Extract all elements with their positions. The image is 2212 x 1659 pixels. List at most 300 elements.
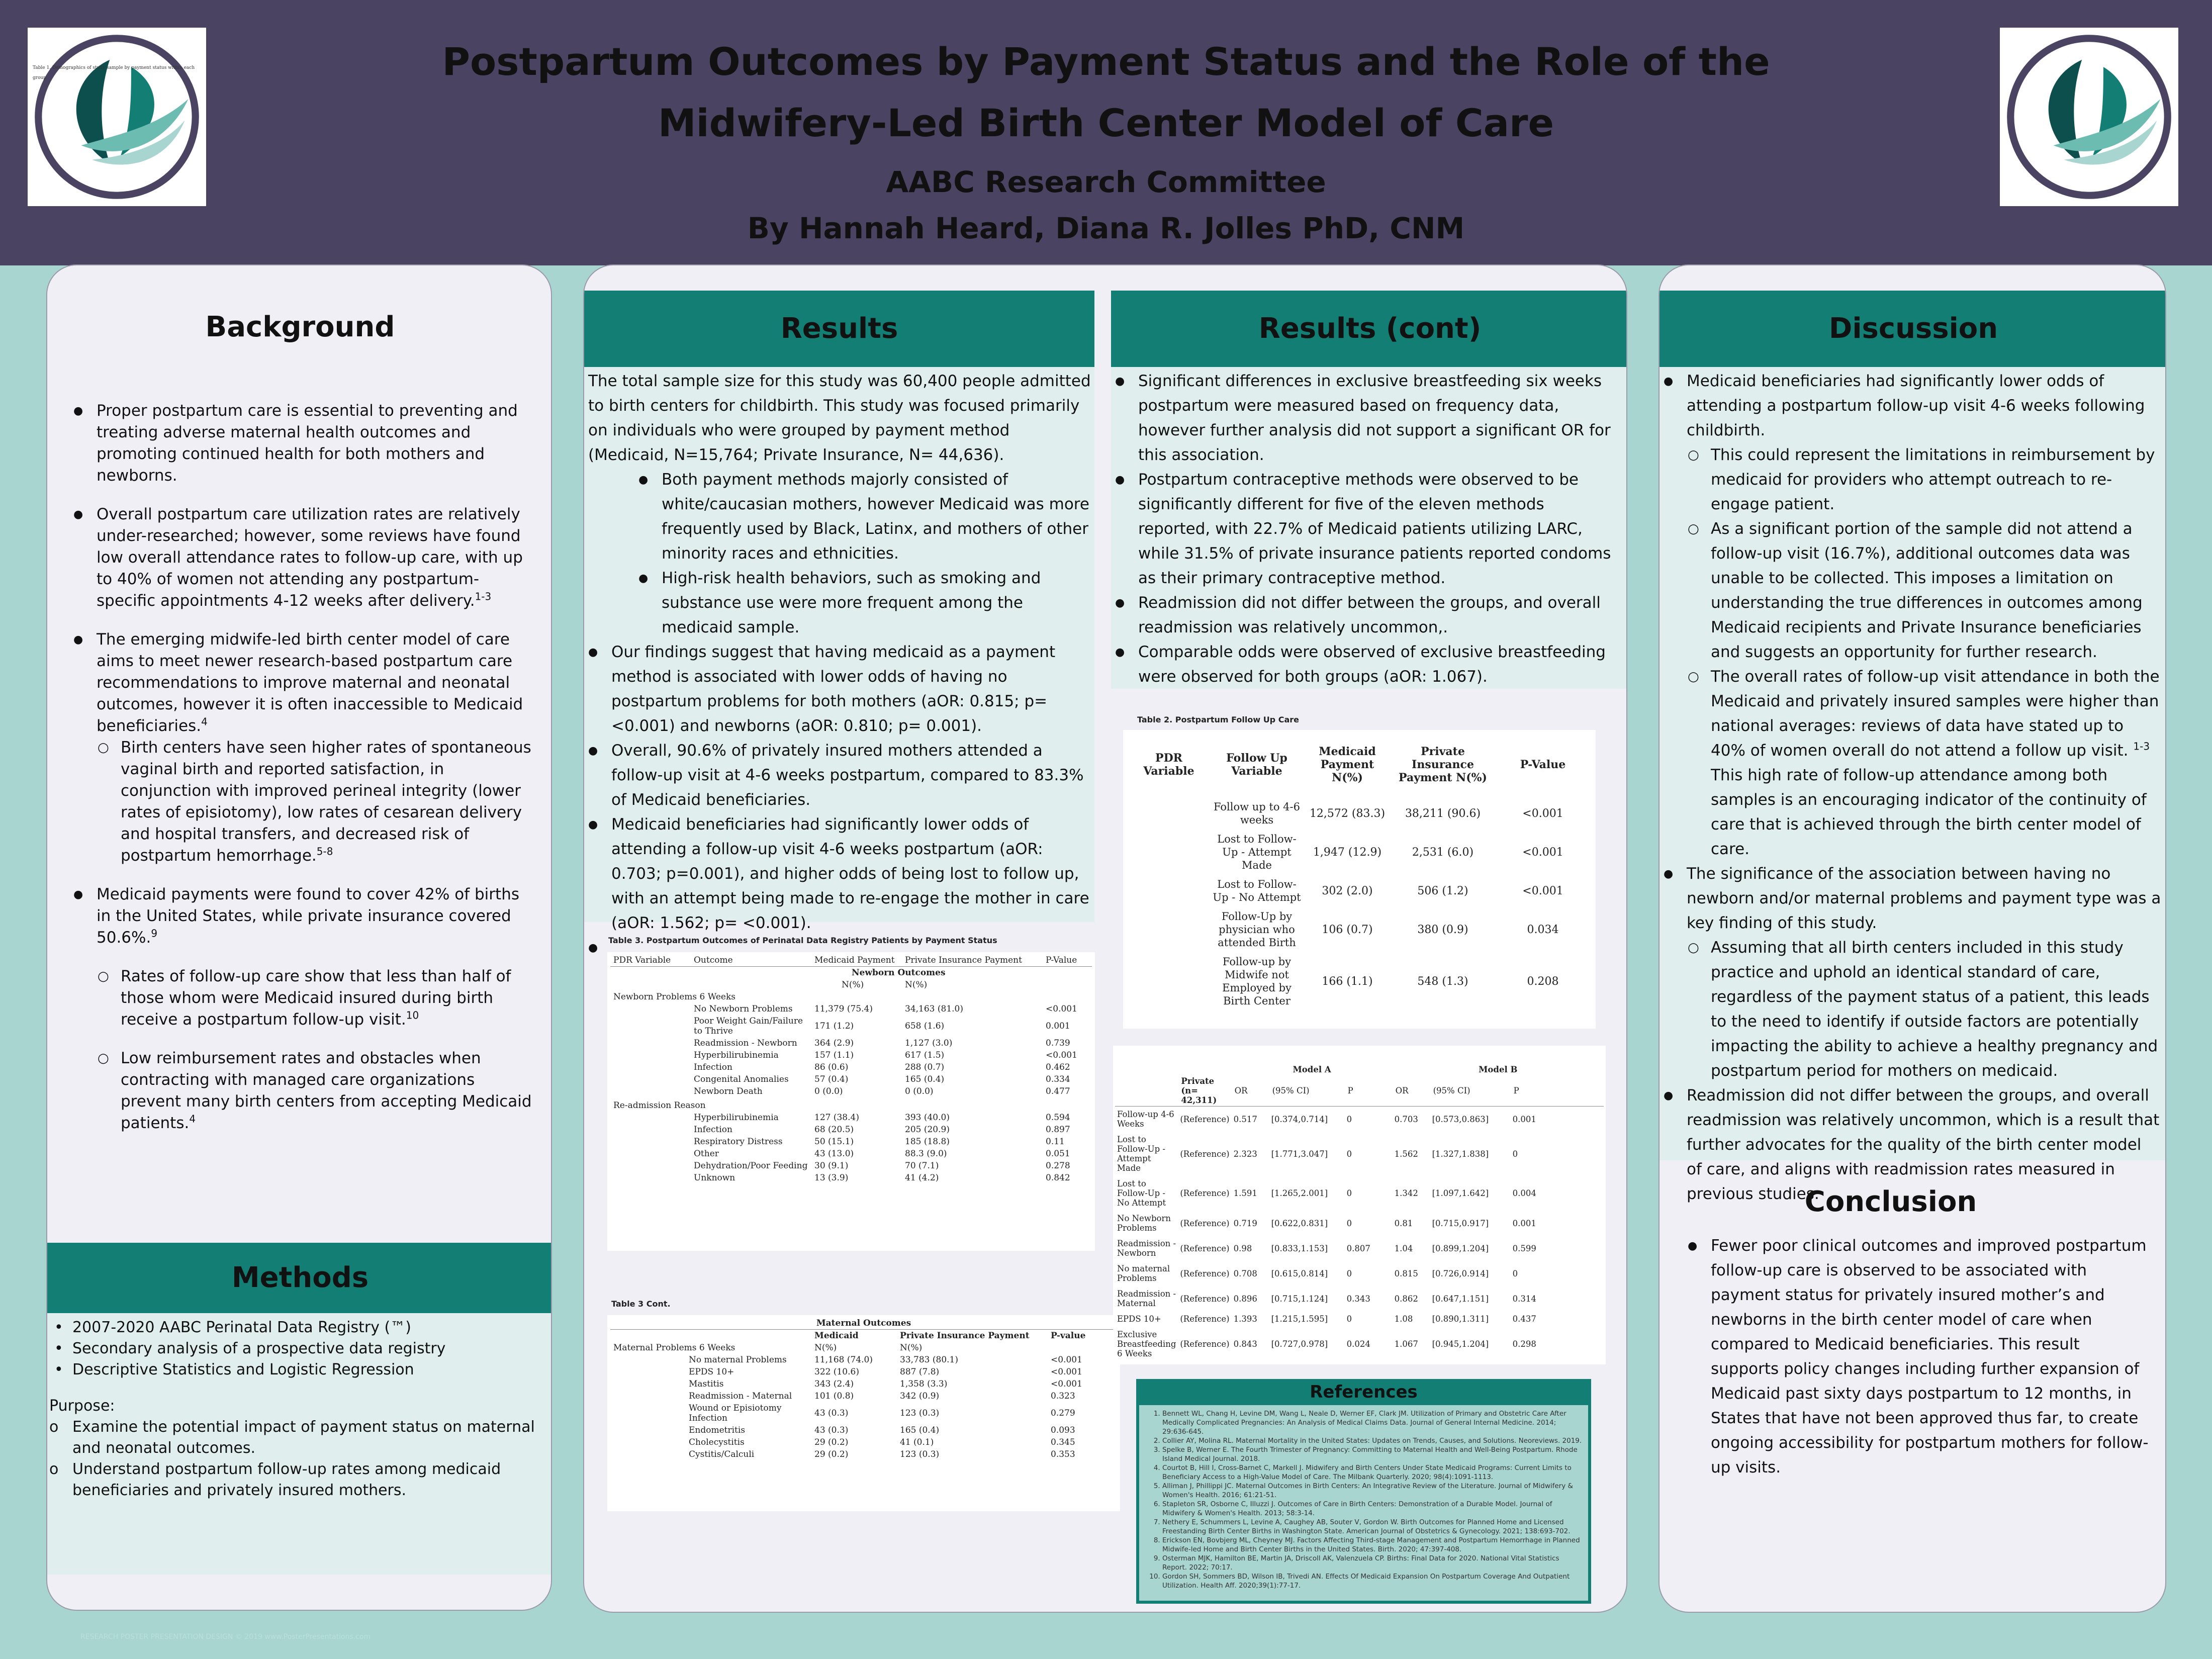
table-cell: 0.599 bbox=[1512, 1243, 1536, 1253]
references-body bbox=[1139, 1405, 1588, 1601]
table-cell: Infection bbox=[694, 1125, 732, 1135]
table-cell bbox=[610, 1448, 686, 1460]
table-cell: 0.477 bbox=[1046, 1086, 1070, 1096]
table3 bbox=[607, 952, 1095, 1251]
table-row bbox=[1115, 1176, 1604, 1211]
references-panel bbox=[1136, 1379, 1591, 1604]
table-cell: Readmission - Maternal bbox=[1117, 1289, 1176, 1308]
table-row bbox=[610, 1003, 1092, 1015]
table-cell: 0 bbox=[1346, 1314, 1352, 1324]
table-cell: 393 (40.0) bbox=[905, 1113, 950, 1123]
table-row bbox=[610, 1124, 1092, 1136]
table4-header: OR bbox=[1234, 1086, 1248, 1095]
reference-item: 1. Bennett WL, Chang H, Levine DM, Wang L, Neale D, Werner EF, Clark JM. Utilization of Primary and Obstetric Care After Medically Complicated Pregnancies: An Analysis of Medical Claims Data. Journal of General Internal Medicine. 2014; 29:636-645. bbox=[1162, 1409, 1582, 1436]
table-cell: 1.08 bbox=[1394, 1314, 1413, 1324]
table-cell bbox=[610, 1015, 691, 1037]
table-cell: 0.208 bbox=[1527, 975, 1559, 988]
table-cell: 548 (1.3) bbox=[1417, 975, 1468, 988]
table4-model-a: Model A bbox=[1293, 1065, 1331, 1074]
table-cell bbox=[610, 1402, 686, 1424]
table-cell bbox=[1126, 907, 1212, 952]
discussion-point-2: ● The significance of the association between having no newborn and/or maternal problems and payment type was a key finding of this study. bbox=[1664, 862, 2161, 936]
table3cont-header: Medicaid bbox=[814, 1331, 859, 1341]
conclusion-text bbox=[1688, 1234, 2150, 1480]
table-cell: [1.265,2.001] bbox=[1271, 1188, 1328, 1198]
table4-header: Private (n= 42,311) bbox=[1181, 1076, 1217, 1105]
table-cell bbox=[610, 1390, 686, 1402]
table-row bbox=[1115, 1236, 1604, 1261]
column-background-methods bbox=[46, 264, 552, 1611]
table-cell: 0.842 bbox=[1046, 1173, 1070, 1183]
table-cell: [0.622,0.831] bbox=[1271, 1218, 1328, 1228]
table2-header: Medicaid Payment N(%) bbox=[1319, 745, 1376, 784]
table-cell: 185 (18.8) bbox=[905, 1137, 950, 1147]
table-row bbox=[1126, 829, 1593, 875]
table-cell: <0.001 bbox=[1522, 846, 1563, 859]
table-cell: 43 (0.3) bbox=[814, 1425, 849, 1435]
table-cell: 68 (20.5) bbox=[814, 1125, 854, 1135]
table-row bbox=[1115, 1327, 1604, 1361]
table-cell: EPDS 10+ bbox=[689, 1367, 734, 1377]
table3cont-header: Private Insurance Payment bbox=[900, 1331, 1030, 1341]
table-cell: [0.890,1.311] bbox=[1432, 1314, 1489, 1324]
table3-header: Medicaid Payment bbox=[814, 955, 895, 965]
table-cell: No maternal Problems bbox=[1117, 1264, 1170, 1283]
table-cell: [0.573,0.863] bbox=[1432, 1114, 1489, 1124]
table-cell: 0.314 bbox=[1512, 1294, 1536, 1304]
table-cell: 0.81 bbox=[1394, 1218, 1413, 1228]
purpose-item: o Understand postpartum follow-up rates among medicaid beneficiaries and privately insured mothers. bbox=[49, 1459, 547, 1501]
table-cell: No Newborn Problems bbox=[1117, 1214, 1171, 1233]
table-cell bbox=[610, 1424, 686, 1436]
reference-item: 5. Alliman J, Phillippi JC. Maternal Outcomes in Birth Centers: An Integrative Review of the Literature. Journal of Midwifery & Women's Health. 2016; 61:21-51. bbox=[1162, 1482, 1582, 1500]
table3-n-label: N(%) bbox=[905, 980, 928, 990]
table-cell: Dehydration/Poor Feeding bbox=[694, 1161, 808, 1171]
table-row bbox=[610, 1015, 1092, 1037]
results-cont-point-2: ● Postpartum contraceptive methods were observed to be significantly different for five of the eleven methods reported, with 22.7% of Medicaid patients utilizing LARC, while 31.5% of private insurance patients reported condoms as their primary contraceptive method. bbox=[1115, 468, 1618, 591]
table-cell: 0.462 bbox=[1046, 1062, 1070, 1072]
table-cell: 343 (2.4) bbox=[814, 1379, 854, 1389]
table-row bbox=[610, 1366, 1117, 1378]
references-heading: References bbox=[1136, 1379, 1591, 1405]
table-row bbox=[1126, 875, 1593, 907]
methods-item: • Descriptive Statistics and Logistic Regression bbox=[49, 1359, 547, 1380]
results-text bbox=[588, 369, 1091, 960]
table-cell bbox=[610, 1124, 691, 1136]
table-cell: 123 (0.3) bbox=[900, 1408, 940, 1418]
table-cell: [0.615,0.814] bbox=[1271, 1268, 1328, 1278]
table-cell: 0.093 bbox=[1051, 1425, 1075, 1435]
table-row bbox=[1115, 1107, 1604, 1132]
results-cont-point-1: ● Significant differences in exclusive breastfeeding six weeks postpartum were measured based on frequency data, however further analysis did not support a significant OR for this association. bbox=[1115, 369, 1618, 468]
table-cell: <0.001 bbox=[1051, 1367, 1082, 1377]
table-cell: 29 (0.2) bbox=[814, 1437, 849, 1447]
table-cell: 1,358 (3.3) bbox=[900, 1379, 948, 1389]
table3-group: Re-admission Reason bbox=[613, 1100, 706, 1111]
discussion-point-1: ● Medicaid beneficiaries had significantly lower odds of attending a postpartum follow-up visit 4-6 weeks following childbirth. bbox=[1664, 369, 2161, 443]
table-row bbox=[610, 1073, 1092, 1085]
table-cell: 0.843 bbox=[1233, 1339, 1257, 1349]
table3cont-n-label: N(%) bbox=[814, 1343, 837, 1353]
table-cell: 0.594 bbox=[1046, 1113, 1070, 1123]
table-cell bbox=[610, 1148, 691, 1160]
table4-header: P bbox=[1513, 1086, 1519, 1095]
table-cell: 166 (1.1) bbox=[1322, 975, 1373, 988]
table-cell: 0.353 bbox=[1051, 1449, 1075, 1459]
table-row bbox=[610, 1160, 1092, 1172]
table-cell: 0.896 bbox=[1233, 1294, 1257, 1304]
table-cell: Follow up to 4-6 weeks bbox=[1213, 801, 1300, 826]
table-cell: Infection bbox=[694, 1062, 732, 1072]
table-cell: (Reference) bbox=[1180, 1243, 1230, 1253]
table-cell: [0.899,1.204] bbox=[1432, 1243, 1489, 1253]
discussion-text bbox=[1664, 369, 2161, 1207]
table-cell: 0.343 bbox=[1346, 1294, 1370, 1304]
table-cell: 658 (1.6) bbox=[905, 1021, 945, 1031]
table4-header: OR bbox=[1395, 1086, 1409, 1095]
committee-name: AABC Research Committee bbox=[886, 165, 1326, 199]
table-cell: <0.001 bbox=[1051, 1355, 1082, 1365]
table-cell: [1.771,3.047] bbox=[1271, 1149, 1328, 1159]
methods-item: • Secondary analysis of a prospective data registry bbox=[49, 1338, 547, 1359]
table-cell bbox=[610, 1136, 691, 1148]
purpose-label: Purpose: bbox=[49, 1397, 115, 1415]
table-cell: 1.04 bbox=[1394, 1243, 1413, 1253]
table-cell bbox=[610, 1354, 686, 1366]
table-row bbox=[610, 1037, 1092, 1049]
table-cell: Follow-Up by physician who attended Birth bbox=[1218, 910, 1296, 949]
table2-header: P-Value bbox=[1520, 758, 1566, 771]
methods-banner: Methods bbox=[47, 1243, 552, 1313]
table-cell: EPDS 10+ bbox=[1117, 1314, 1161, 1324]
conclusion-heading: Conclusion bbox=[1804, 1185, 1977, 1218]
table-row bbox=[610, 1402, 1117, 1424]
table-row bbox=[610, 1049, 1092, 1061]
table-cell bbox=[610, 1112, 691, 1124]
table-cell: Hyperbilirubinemia bbox=[694, 1113, 779, 1123]
table-cell: 364 (2.9) bbox=[814, 1038, 854, 1048]
table4 bbox=[1113, 1046, 1606, 1364]
results-point-3: ● Medicaid beneficiaries had significantly lower odds of attending a follow-up visit 4-6 weeks postpartum (aOR: 0.703; p=0.001), and higher odds of being lost to follow up, with an attempt being made to re-engage the mother in care (aOR: 1.562; p= <0.001). bbox=[588, 812, 1091, 936]
table-cell: 43 (0.3) bbox=[814, 1408, 849, 1418]
table-cell: 106 (0.7) bbox=[1322, 923, 1373, 936]
table-cell: Lost to Follow-Up - No Attempt bbox=[1117, 1179, 1166, 1208]
table-row bbox=[1126, 952, 1593, 1010]
table-cell: Lost to Follow-Up - Attempt Made bbox=[1217, 833, 1297, 871]
table-cell: 171 (1.2) bbox=[814, 1021, 854, 1031]
table-cell: 11,168 (74.0) bbox=[814, 1355, 873, 1365]
table-cell: 0.001 bbox=[1512, 1114, 1536, 1124]
table-cell: 0 bbox=[1512, 1268, 1518, 1278]
table-row bbox=[610, 1424, 1117, 1436]
table3-header: P-Value bbox=[1046, 955, 1077, 965]
table-cell: Lost to Follow-Up - No Attempt bbox=[1213, 878, 1301, 903]
table-cell: 0.719 bbox=[1233, 1218, 1257, 1228]
table-cell: [0.715,0.917] bbox=[1432, 1218, 1489, 1228]
table-row bbox=[610, 1378, 1117, 1390]
table-cell: (Reference) bbox=[1180, 1314, 1230, 1324]
table-cell: Cystitis/Calculi bbox=[689, 1449, 755, 1459]
table-cell: 165 (0.4) bbox=[900, 1425, 940, 1435]
table-cell: 0.517 bbox=[1233, 1114, 1257, 1124]
table-cell: Mastitis bbox=[689, 1379, 724, 1389]
reference-item: 9. Osterman MJK, Hamilton BE, Martin JA, Driscoll AK, Valenzuela CP. Births: Final Data for 2020. National Vital Statistics Report. 2022; 70:17. bbox=[1162, 1554, 1582, 1572]
table-cell: 205 (20.9) bbox=[905, 1125, 950, 1135]
background-point-4: ● Medicaid payments were found to cover 42% of births in the United States, while private insurance covered 50.6%.$^9$ bbox=[73, 884, 536, 949]
table-cell: 1,947 (12.9) bbox=[1313, 846, 1382, 859]
table-row bbox=[1126, 797, 1593, 829]
table-cell: [1.215,1.595] bbox=[1271, 1314, 1328, 1324]
table-cell: Respiratory Distress bbox=[694, 1137, 783, 1147]
table4-header: (95% CI) bbox=[1272, 1086, 1310, 1095]
table-cell: 2,531 (6.0) bbox=[1412, 846, 1474, 859]
table-cell: <0.001 bbox=[1046, 1050, 1077, 1060]
table-cell: 0 bbox=[1346, 1188, 1352, 1198]
table-row bbox=[610, 1436, 1117, 1448]
background-point-1: ● Proper postpartum care is essential to preventing and treating adverse maternal health outcomes and promoting continued health for both mothers and newborns. bbox=[73, 400, 536, 487]
table-cell: Other bbox=[694, 1149, 719, 1159]
table-cell bbox=[1126, 797, 1212, 829]
table-cell: Follow-up by Midwife not Employed by Birth Center bbox=[1222, 956, 1292, 1007]
table-cell: 1,127 (3.0) bbox=[905, 1038, 953, 1048]
table-cell: Readmission - Newborn bbox=[1117, 1239, 1176, 1258]
table-cell: Congenital Anomalies bbox=[694, 1074, 789, 1084]
table-cell: Endometritis bbox=[689, 1425, 746, 1435]
table-cell: 12,572 (83.3) bbox=[1309, 807, 1386, 820]
table-cell: 11,379 (75.4) bbox=[814, 1004, 873, 1014]
table3cont-caption: Table 3 Cont. bbox=[611, 1299, 671, 1309]
table-row bbox=[1115, 1286, 1604, 1311]
footer-credit: RESEARCH POSTER PRESENTATION DESIGN © 2019 www.PosterPresentations.com bbox=[80, 1633, 371, 1641]
table3cont-n-label: N(%) bbox=[900, 1343, 923, 1353]
table-cell: 0 bbox=[1346, 1149, 1352, 1159]
table-cell: 0.051 bbox=[1046, 1149, 1070, 1159]
table-cell: 0.862 bbox=[1394, 1294, 1418, 1304]
table-cell: 0.897 bbox=[1046, 1125, 1070, 1135]
table-cell: (Reference) bbox=[1180, 1149, 1230, 1159]
table-cell bbox=[610, 1073, 691, 1085]
table-row bbox=[610, 1061, 1092, 1073]
results-intro: The total sample size for this study was 60,400 people admitted to birth centers for childbirth. This study was focused primarily on individuals who were grouped by payment method (Medicaid, N=15,764; Private Insurance, N= 44,636). bbox=[588, 372, 1091, 464]
table-cell: 157 (1.1) bbox=[814, 1050, 854, 1060]
table-cell: 380 (0.9) bbox=[1417, 923, 1468, 936]
table-cell: 302 (2.0) bbox=[1322, 884, 1373, 897]
table-cell: 101 (0.8) bbox=[814, 1391, 854, 1401]
table2 bbox=[1123, 730, 1596, 1029]
table-cell: 127 (38.4) bbox=[814, 1113, 859, 1123]
table-row bbox=[610, 1354, 1117, 1366]
results-subpoint-2: ● High-risk health behaviors, such as smoking and substance use were more frequent among the medicaid sample. bbox=[638, 566, 1091, 640]
table-row bbox=[610, 1390, 1117, 1402]
results-point-2: ● Overall, 90.6% of privately insured mothers attended a follow-up visit at 4-6 weeks postpartum, compared to 83.3% of Medicaid beneficiaries. bbox=[588, 739, 1091, 812]
background-text bbox=[73, 400, 536, 1134]
table-cell: 0.11 bbox=[1046, 1137, 1065, 1147]
table-cell: 0 bbox=[1512, 1149, 1518, 1159]
table-cell: 0 (0.0) bbox=[905, 1086, 934, 1096]
table-cell: 0.437 bbox=[1512, 1314, 1536, 1324]
table-cell: Lost to Follow-Up - Attempt Made bbox=[1117, 1135, 1165, 1173]
table-cell: 43 (13.0) bbox=[814, 1149, 854, 1159]
table-cell: 0 bbox=[1346, 1268, 1352, 1278]
table-cell: [0.647,1.151] bbox=[1432, 1294, 1489, 1304]
table-cell: [0.833,1.153] bbox=[1271, 1243, 1328, 1253]
background-heading: Background bbox=[205, 311, 395, 343]
table-cell bbox=[610, 1160, 691, 1172]
table-cell: 288 (0.7) bbox=[905, 1062, 945, 1072]
results-cont-banner: Results (cont) bbox=[1111, 291, 1627, 367]
table3-n-label: N(%) bbox=[842, 980, 864, 990]
table3-group: Newborn Problems 6 Weeks bbox=[613, 992, 735, 1002]
discussion-banner: Discussion bbox=[1660, 291, 2166, 367]
logo-left bbox=[28, 28, 206, 206]
table-cell: 57 (0.4) bbox=[814, 1074, 849, 1084]
table-cell bbox=[610, 1436, 686, 1448]
results-cont-body bbox=[1111, 367, 1627, 689]
table-cell: (Reference) bbox=[1180, 1268, 1230, 1278]
table-cell: Exclusive Breastfeeding 6 Weeks bbox=[1117, 1330, 1176, 1358]
table3-header: Private Insurance Payment bbox=[905, 955, 1022, 965]
purpose-item: o Examine the potential impact of payment status on maternal and neonatal outcomes. bbox=[49, 1417, 547, 1459]
table-cell: 1.591 bbox=[1233, 1188, 1257, 1198]
conclusion-point-1: ● Fewer poor clinical outcomes and improved postpartum follow-up care is observed to be associated with payment status for privately insured mother’s and newborns in the birth center model of care when compared to Medicaid beneficiaries. This result supports policy changes including further expansion of Medicaid past sixty days postpartum to 12 months, in States that have not been approved thus far, to create ongoing accessibility for postpartum mothers for follow-up visits. bbox=[1688, 1234, 2150, 1480]
table3cont bbox=[607, 1315, 1120, 1511]
table-row bbox=[610, 1136, 1092, 1148]
table-cell: [0.945,1.204] bbox=[1432, 1339, 1489, 1349]
table-cell: 0.703 bbox=[1394, 1114, 1418, 1124]
table-cell: [1.097,1.642] bbox=[1432, 1188, 1489, 1198]
table-cell: 29 (0.2) bbox=[814, 1449, 849, 1459]
table-cell bbox=[1126, 875, 1212, 907]
table-cell: 0.708 bbox=[1233, 1268, 1257, 1278]
table-cell: <0.001 bbox=[1051, 1379, 1082, 1389]
table-cell: 506 (1.2) bbox=[1417, 884, 1468, 897]
table-cell: Newborn Death bbox=[694, 1086, 763, 1096]
poster-title-line1: Postpartum Outcomes by Payment Status and the Role of the bbox=[442, 39, 1770, 84]
table-cell: 0.345 bbox=[1051, 1437, 1075, 1447]
table-row bbox=[610, 1112, 1092, 1124]
table-cell: Wound or Episiotomy Infection bbox=[689, 1403, 782, 1423]
discussion-subpoint-2a: ○ Assuming that all birth centers included in this study practice and uphold an identical standard of care, regardless of the payment status of a patient, this leads to the need to identify if outside factors are potentially impacting the ability to achieve a healthy pregnancy and postpartum period for mothers on medicaid. bbox=[1664, 936, 2161, 1083]
table4-header bbox=[1115, 1075, 1178, 1107]
authors: By Hannah Heard, Diana R. Jolles PhD, CNM bbox=[747, 211, 1465, 245]
table-cell: 50 (15.1) bbox=[814, 1137, 854, 1147]
logo-right bbox=[2000, 28, 2178, 206]
table-row bbox=[1115, 1261, 1604, 1286]
table-cell bbox=[610, 1037, 691, 1049]
table3-subhead: Newborn Outcomes bbox=[852, 968, 946, 978]
table-cell bbox=[610, 1061, 691, 1073]
table3cont-subhead: Maternal Outcomes bbox=[610, 1317, 1117, 1330]
table2-header: Private Insurance Payment N(%) bbox=[1399, 745, 1487, 784]
table-cell: 0.278 bbox=[1046, 1161, 1070, 1171]
poster-title-line2: Midwifery-Led Birth Center Model of Care bbox=[658, 101, 1554, 145]
table-cell: 0.98 bbox=[1233, 1243, 1252, 1253]
table-cell: [0.715,1.124] bbox=[1271, 1294, 1328, 1304]
table-row bbox=[610, 1148, 1092, 1160]
table-cell: <0.001 bbox=[1522, 807, 1563, 820]
table-cell: 322 (10.6) bbox=[814, 1367, 859, 1377]
methods-item: • 2007-2020 AABC Perinatal Data Registry (™) bbox=[49, 1317, 547, 1338]
table-cell: 0.739 bbox=[1046, 1038, 1070, 1048]
table-cell: 0.001 bbox=[1512, 1218, 1536, 1228]
results-body bbox=[584, 367, 1094, 932]
table-cell: 38,211 (90.6) bbox=[1405, 807, 1481, 820]
table-cell: 123 (0.3) bbox=[900, 1449, 940, 1459]
table-cell: 2.323 bbox=[1233, 1149, 1257, 1159]
table-cell: 88.3 (9.0) bbox=[905, 1149, 947, 1159]
table-cell: 33,783 (80.1) bbox=[900, 1355, 959, 1365]
table-cell: Cholecystitis bbox=[689, 1437, 745, 1447]
table-cell: 0.004 bbox=[1512, 1188, 1536, 1198]
reference-item: 4. Courtot B, Hill I, Cross-Barnet C, Markell J. Midwifery and Birth Centers Under State Medicaid Programs: Current Limits to Beneficiary Access to a High-Value Model of Care. The Milbank Quarterly. 2020; 98(4):1091-1113. bbox=[1162, 1463, 1582, 1482]
table-cell: 1.067 bbox=[1394, 1339, 1418, 1349]
table-cell: 0.298 bbox=[1512, 1339, 1536, 1349]
table4-model-b: Model B bbox=[1479, 1065, 1518, 1074]
table-cell: Readmission - Maternal bbox=[689, 1391, 792, 1401]
lotus-logo-icon bbox=[2000, 28, 2178, 206]
background-point-2: ● Overall postpartum care utilization rates are relatively under-researched; however, some reviews have found low overall attendance rates to follow-up care, with up to 40% of women not attending any postpartum-specific appointments 4-12 weeks after delivery.$^{1-3}$ bbox=[73, 504, 536, 612]
table-row bbox=[610, 1085, 1092, 1097]
reference-item: 10. Gordon SH, Sommers BD, Wilson IB, Trivedi AN. Effects Of Medicaid Expansion On Postpartum Coverage And Outpatient Utilization. Health Aff. 2020;39(1):77-17. bbox=[1162, 1572, 1582, 1590]
table-cell bbox=[1126, 829, 1212, 875]
table-row bbox=[1115, 1311, 1604, 1327]
table-cell: Poor Weight Gain/Failure to Thrive bbox=[694, 1016, 803, 1036]
table-cell: [0.727,0.978] bbox=[1271, 1339, 1328, 1349]
table2-caption: Table 2. Postpartum Follow Up Care bbox=[1137, 715, 1299, 724]
table2-header: PDR Variable bbox=[1143, 752, 1194, 778]
table-row bbox=[1115, 1132, 1604, 1176]
table-cell: 86 (0.6) bbox=[814, 1062, 849, 1072]
table-cell bbox=[610, 1003, 691, 1015]
table-row bbox=[610, 1448, 1117, 1460]
table-cell: (Reference) bbox=[1180, 1339, 1230, 1349]
table-cell: 0 bbox=[1346, 1114, 1352, 1124]
table-cell: 0.815 bbox=[1394, 1268, 1418, 1278]
table-cell: 0.279 bbox=[1051, 1408, 1075, 1418]
table-cell: Hyperbilirubinemia bbox=[694, 1050, 779, 1060]
background-subpoint-4b: ○ Low reimbursement rates and obstacles when contracting with managed care organizations prevent many birth centers from accepting Medicaid patients.$^4$ bbox=[73, 1048, 536, 1134]
discussion-point-3: ● Readmission did not differ between the groups, and overall readmission was relatively uncommon, which is a result that further advocates for the quality of the birth center model of care, and aligns with readmission rates measured in previous studies. bbox=[1664, 1083, 2161, 1207]
table-cell: 617 (1.5) bbox=[905, 1050, 945, 1060]
methods-body bbox=[47, 1313, 552, 1575]
table-cell: 1.393 bbox=[1233, 1314, 1257, 1324]
table3-caption: Table 3. Postpartum Outcomes of Perinatal Data Registry Patients by Payment Status bbox=[608, 936, 997, 945]
table-cell: 0 (0.0) bbox=[814, 1086, 843, 1096]
results-cont-point-3: ● Readmission did not differ between the groups, and overall readmission was relatively uncommon,. bbox=[1115, 591, 1618, 640]
table-cell: Follow-up 4-6 Weeks bbox=[1117, 1110, 1174, 1129]
table-row bbox=[1126, 907, 1593, 952]
table-cell: [0.374,0.714] bbox=[1271, 1114, 1328, 1124]
discussion-subpoint-1c: ○ The overall rates of follow-up visit attendance in both the Medicaid and privately insured samples were higher than national averages: reviews of data have stated up to 40% of women overall do not attend a follow up visit. $^{1-3}$ This high rate of follow-up attendance among both samples is an encouraging indicator of the continuity of care that is achieved through the birth center model of care. bbox=[1664, 665, 2161, 862]
table-cell: No Newborn Problems bbox=[694, 1004, 793, 1014]
table-cell: (Reference) bbox=[1180, 1218, 1230, 1228]
methods-text bbox=[49, 1317, 547, 1501]
table-cell: 0.807 bbox=[1346, 1243, 1370, 1253]
background-subpoint-4a: ○ Rates of follow-up care show that less than half of those whom were Medicaid insured during birth receive a postpartum follow-up visit.$^{10}$ bbox=[73, 966, 536, 1031]
table-cell: Readmission - Newborn bbox=[694, 1038, 797, 1048]
reference-item: 7. Nethery E, Schummers L, Levine A, Caughey AB, Souter V, Gordon W. Birth Outcomes for Planned Home and Licensed Freestanding Birth Center Births in Washington State. American Journal of Obstetrics & Gynecology. 2021; 138:693-702. bbox=[1162, 1518, 1582, 1536]
discussion-subpoint-1a: ○ This could represent the limitations in reimbursement by medicaid for providers who attempt outreach to re-engage patient. bbox=[1664, 443, 2161, 517]
reference-item: 2. Collier AY, Molina RL. Maternal Mortality in the United States: Updates on Trends, Causes, and Solutions. Neoreviews. 2019. bbox=[1162, 1436, 1582, 1445]
table-cell bbox=[610, 1049, 691, 1061]
table-row bbox=[1115, 1211, 1604, 1236]
table-row bbox=[610, 1172, 1092, 1184]
table-cell: 0.001 bbox=[1046, 1021, 1070, 1031]
reference-item: 8. Erickson EN, Bovbjerg ML, Cheyney MJ. Factors Affecting Third-stage Management and Postpartum Hemorrhage in Planned Midwife-led Home and Birth Center Births in the United States. Birth. 2020; 47:397-408. bbox=[1162, 1536, 1582, 1554]
table-cell bbox=[610, 1366, 686, 1378]
table-cell bbox=[610, 1172, 691, 1184]
table3cont-header: P-value bbox=[1051, 1331, 1086, 1341]
